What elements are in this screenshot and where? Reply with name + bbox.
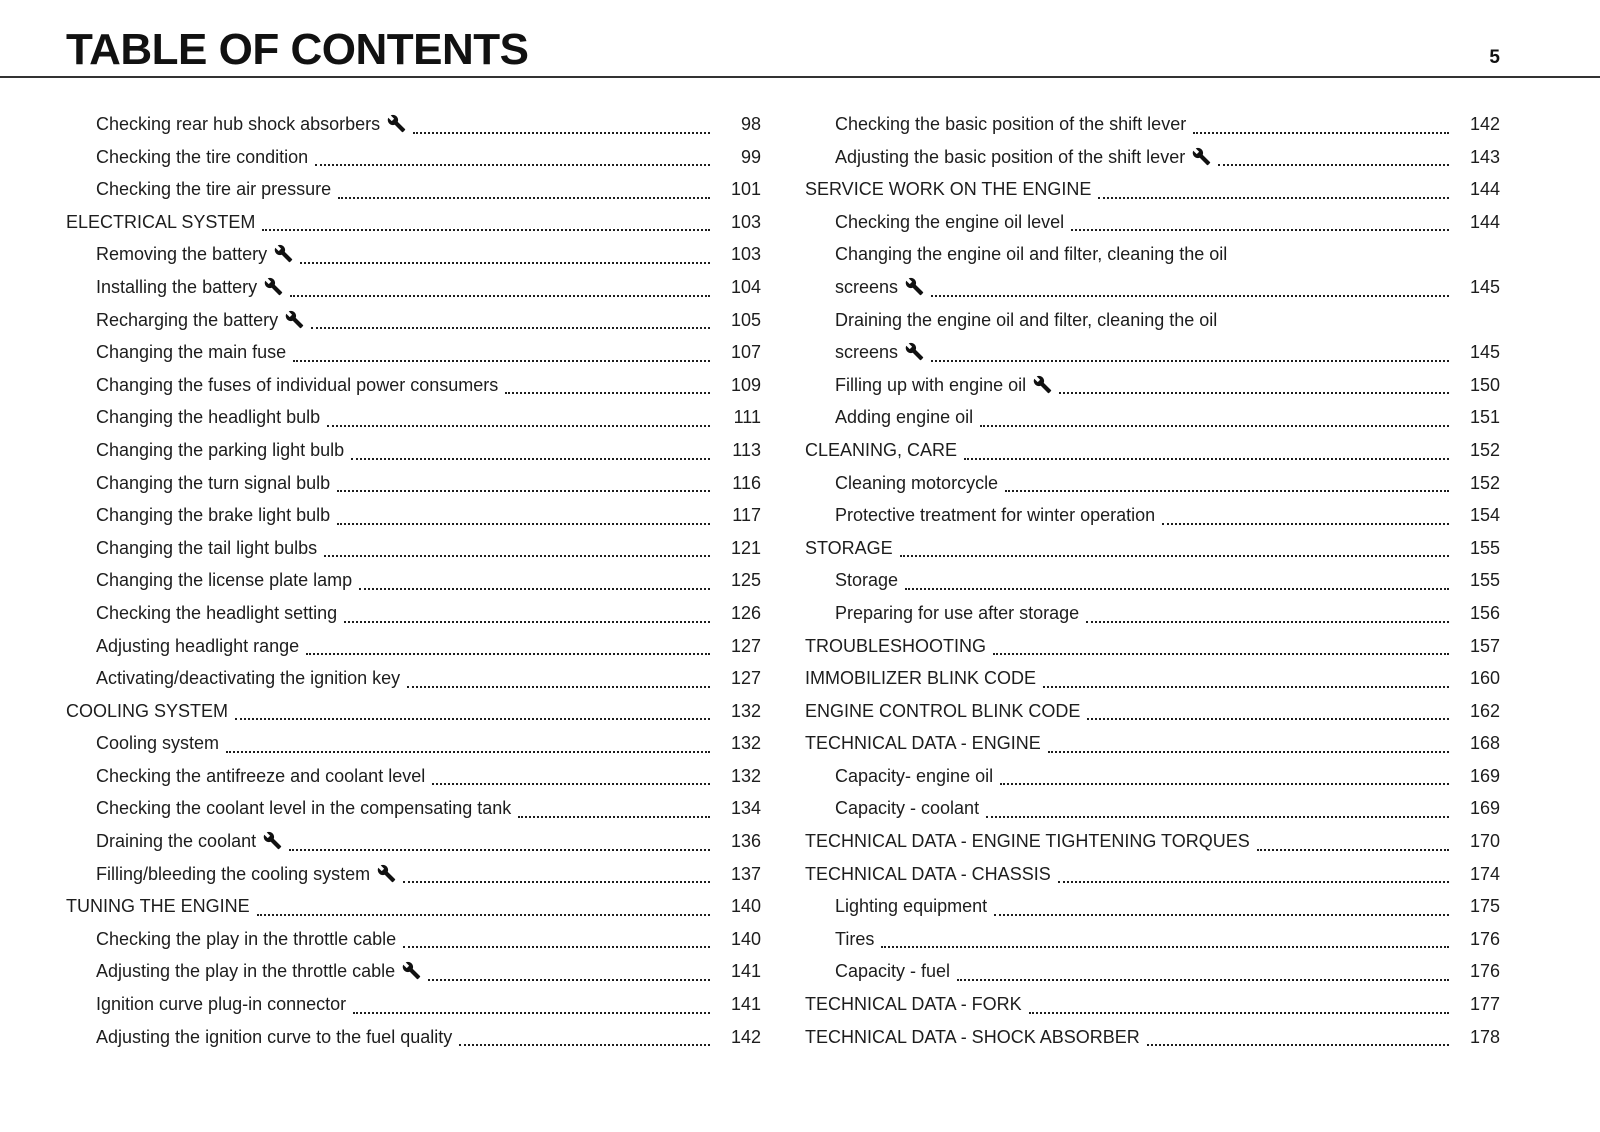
toc-entry-label: Checking the play in the throttle cable [96,928,397,949]
toc-entry-label: Cooling system [96,733,220,754]
toc-entry-page: 113 [732,439,761,460]
toc-entry-label: Changing the headlight bulb [96,407,321,428]
toc-entry-label: Ignition curve plug-in connector [96,994,347,1015]
toc-entry-label: TECHNICAL DATA - SHOCK ABSORBER [805,1026,1140,1047]
toc-section-row [66,890,761,923]
wrench-icon [285,310,304,329]
toc-entry-label: Lighting equipment [835,896,988,917]
dot-leader [432,783,710,785]
wrench-icon [377,864,396,883]
toc-entry-label: SERVICE WORK ON THE ENGINE [805,179,1092,200]
toc-entry-page: 169 [1469,765,1500,786]
toc-entry-label: Draining the coolant [96,825,282,858]
toc-entry-label: TECHNICAL DATA - CHASSIS [805,863,1051,884]
toc-entry-page: 155 [1469,537,1500,558]
page-title: TABLE OF CONTENTS [66,25,529,74]
toc-entry-page: 145 [1469,276,1500,297]
toc-entry-label: Preparing for use after storage [835,602,1080,623]
toc-entry-row [66,401,761,434]
dot-leader [1193,132,1449,134]
dot-leader [931,295,1449,297]
dot-leader [518,816,710,818]
toc-entry-row [66,173,761,206]
toc-entry-label: Checking the antifreeze and coolant level [96,765,426,786]
toc-entry-page: 107 [730,342,761,363]
dot-leader [1048,751,1449,753]
toc-entry-page: 127 [730,668,761,689]
toc-entry-label: Adjusting the basic position of the shift lever [835,141,1211,174]
toc-entry-row [66,662,761,695]
toc-entry-page: 152 [1469,472,1500,493]
toc-entry-page: 136 [730,831,761,852]
toc-entry-label: Changing the tail light bulbs [96,537,318,558]
dot-leader [413,132,710,134]
toc-entry-label: Checking the tire condition [96,146,309,167]
toc-entry-label: Changing the turn signal bulb [96,472,331,493]
toc-entry-row [66,1021,761,1054]
toc-entry-label: Checking rear hub shock absorbers [96,108,406,141]
toc-entry-row [805,369,1500,402]
toc-entry-page: 176 [1469,961,1500,982]
toc-entry-label: Changing the main fuse [96,342,287,363]
toc-entry-page: 145 [1469,342,1500,363]
toc-entry-label: Filling up with engine oil [835,369,1052,402]
toc-entry-page: 162 [1469,700,1500,721]
wrench-icon [402,961,421,980]
toc-entry-row [66,988,761,1021]
toc-entry-label: Changing the parking light bulb [96,439,345,460]
dot-leader [1098,197,1449,199]
wrench-icon [274,244,293,263]
toc-entry-page: 121 [730,537,761,558]
toc-entry-row [66,108,761,141]
dot-leader [226,751,710,753]
dot-leader [403,946,710,948]
toc-entry-row [66,564,761,597]
toc-entry-label: Storage [835,570,899,591]
toc-entry-label: Checking the coolant level in the compensating tank [96,798,512,819]
dot-leader [353,1012,710,1014]
toc-entry-page: 151 [1469,407,1500,428]
toc-columns [0,78,1600,1053]
toc-section-row [805,434,1500,467]
toc-entry-row [66,597,761,630]
toc-section-row [805,630,1500,663]
wrench-icon [1033,375,1052,394]
toc-entry-label: TROUBLESHOOTING [805,635,987,656]
toc-entry-label: Adjusting the play in the throttle cable [96,955,421,988]
dot-leader [293,360,710,362]
toc-entry-page: 156 [1469,602,1500,623]
toc-entry-row [805,792,1500,825]
dot-leader [964,458,1449,460]
toc-entry-page: 157 [1469,635,1500,656]
toc-entry-row [66,923,761,956]
toc-entry-row [66,141,761,174]
toc-entry-page: 104 [730,276,761,297]
toc-entry-page: 127 [730,635,761,656]
toc-entry-page: 178 [1469,1026,1500,1047]
dot-leader [235,718,710,720]
toc-entry-row [805,760,1500,793]
toc-entry-page: 160 [1469,668,1500,689]
toc-entry-page: 152 [1469,439,1500,460]
dot-leader [257,914,710,916]
toc-entry-label: Checking the headlight setting [96,602,338,623]
toc-entry-page: 177 [1469,994,1500,1015]
dot-leader [1257,849,1449,851]
dot-leader [986,816,1449,818]
toc-entry-row [805,499,1500,532]
toc-entry-row [805,141,1500,174]
toc-entry-label: COOLING SYSTEM [66,700,229,721]
wrench-icon [387,114,406,133]
dot-leader [1218,164,1449,166]
toc-entry-page: 140 [730,928,761,949]
toc-entry-label: Changing the brake light bulb [96,505,331,526]
wrench-icon [905,342,924,361]
toc-entry-page: 117 [732,505,761,526]
toc-entry-label: ENGINE CONTROL BLINK CODE [805,700,1081,721]
toc-section-row [66,695,761,728]
toc-entry-page: 99 [740,146,761,167]
toc-entry-label-continued: screens [835,336,924,369]
toc-entry-page: 105 [730,309,761,330]
toc-entry-page: 150 [1469,374,1500,395]
toc-entry-page: 169 [1469,798,1500,819]
dot-leader [905,588,1449,590]
toc-entry-page: 176 [1469,928,1500,949]
toc-entry-page: 154 [1469,505,1500,526]
dot-leader [1029,1012,1449,1014]
toc-entry-row [805,304,1500,369]
toc-entry-label: Changing the fuses of individual power consumers [96,374,499,395]
toc-entry-page: 132 [730,765,761,786]
toc-entry-page: 98 [740,114,761,134]
toc-section-row [805,858,1500,891]
dot-leader [980,425,1449,427]
toc-entry-page: 132 [730,733,761,754]
toc-entry-row [66,369,761,402]
toc-entry-page: 126 [730,602,761,623]
toc-entry-row [66,467,761,500]
toc-right-column [805,108,1500,1053]
toc-entry-row [66,532,761,565]
toc-entry-label: Adding engine oil [835,407,974,428]
dot-leader [931,360,1449,362]
toc-entry-page: 134 [730,798,761,819]
toc-entry-page: 175 [1469,896,1500,917]
toc-entry-page: 168 [1469,733,1500,754]
dot-leader [1005,490,1449,492]
wrench-icon [264,277,283,296]
page-number: 5 [1489,47,1500,68]
wrench-icon [263,831,282,850]
toc-entry-page: 155 [1469,570,1500,591]
toc-section-row [805,727,1500,760]
toc-entry-label: Checking the basic position of the shift lever [835,114,1187,134]
dot-leader [290,295,710,297]
toc-entry-row [66,336,761,369]
toc-entry-page: 111 [733,407,761,428]
dot-leader [900,555,1449,557]
toc-entry-page: 137 [730,863,761,884]
dot-leader [337,523,710,525]
toc-entry-row [66,434,761,467]
toc-entry-page: 142 [730,1026,761,1047]
dot-leader [1058,881,1449,883]
toc-entry-label: TECHNICAL DATA - ENGINE [805,733,1041,754]
dot-leader [324,555,710,557]
toc-entry-page: 141 [730,994,761,1015]
toc-entry-page: 132 [730,700,761,721]
wrench-icon [905,277,924,296]
toc-entry-page: 141 [730,961,761,982]
dot-leader [359,588,710,590]
toc-entry-row [66,499,761,532]
toc-section-row [805,1021,1500,1054]
toc-entry-row [66,792,761,825]
toc-entry-label: Checking the tire air pressure [96,179,332,200]
toc-entry-row [805,467,1500,500]
toc-entry-page: 143 [1469,146,1500,167]
toc-entry-row [805,890,1500,923]
dot-leader [344,621,710,623]
toc-entry-row [805,564,1500,597]
dot-leader [505,392,710,394]
toc-section-row [66,206,761,239]
dot-leader [337,490,710,492]
toc-entry-row [66,238,761,271]
toc-entry-row [805,401,1500,434]
toc-entry-label: Activating/deactivating the ignition key [96,668,401,689]
toc-section-row [805,825,1500,858]
toc-entry-page: 125 [730,570,761,591]
dot-leader [351,458,710,460]
toc-entry-page: 103 [730,244,761,265]
toc-entry-page: 116 [732,472,761,493]
dot-leader [1087,718,1449,720]
toc-entry-row [66,858,761,891]
toc-section-row [805,695,1500,728]
toc-entry-label: Changing the license plate lamp [96,570,353,591]
toc-entry-row [805,955,1500,988]
toc-entry-row [805,206,1500,239]
toc-entry-label: Adjusting headlight range [96,635,300,656]
toc-entry-label: Capacity - fuel [835,961,951,982]
toc-entry-row [805,108,1500,141]
dot-leader [1071,229,1449,231]
toc-left-column [66,108,761,1053]
toc-entry-row [66,630,761,663]
dot-leader [338,197,710,199]
toc-entry-label: Changing the engine oil and filter, cleaning the oil [835,244,1228,265]
toc-entry-label: Adjusting the ignition curve to the fuel quality [96,1026,453,1047]
toc-entry-label: Checking the engine oil level [835,211,1065,232]
dot-leader [407,686,710,688]
toc-entry-label: Tires [835,928,875,949]
toc-entry-row [66,760,761,793]
toc-entry-label: Capacity - coolant [835,798,980,819]
toc-entry-row [66,727,761,760]
toc-entry-page: 144 [1469,211,1500,232]
toc-section-row [805,988,1500,1021]
toc-entry-row [66,304,761,337]
toc-entry-page: 144 [1469,179,1500,200]
toc-entry-row [66,825,761,858]
toc-entry-row [805,238,1500,303]
dot-leader [403,881,710,883]
toc-entry-label-continued: screens [835,271,924,304]
page-header [0,0,1600,78]
toc-entry-label: TECHNICAL DATA - FORK [805,994,1022,1015]
toc-entry-label: Cleaning motorcycle [835,472,999,493]
toc-entry-row [805,923,1500,956]
toc-entry-label: Draining the engine oil and filter, cleaning the oil [835,309,1218,330]
toc-entry-label: ELECTRICAL SYSTEM [66,211,256,232]
toc-entry-page: 109 [730,374,761,395]
dot-leader [994,914,1449,916]
toc-section-row [805,532,1500,565]
toc-entry-page: 103 [730,211,761,232]
dot-leader [428,979,710,981]
dot-leader [327,425,710,427]
toc-entry-label: Capacity- engine oil [835,765,994,786]
dot-leader [306,653,710,655]
dot-leader [289,849,710,851]
toc-entry-row [66,271,761,304]
dot-leader [262,229,710,231]
dot-leader [1043,686,1449,688]
dot-leader [1059,392,1449,394]
dot-leader [993,653,1449,655]
toc-entry-page: 101 [730,179,761,200]
dot-leader [1162,523,1449,525]
toc-entry-row [66,955,761,988]
toc-entry-label: Installing the battery [96,271,283,304]
dot-leader [300,262,710,264]
toc-entry-label: STORAGE [805,537,893,558]
dot-leader [957,979,1449,981]
toc-entry-label: Recharging the battery [96,304,304,337]
toc-entry-label: TUNING THE ENGINE [66,896,250,917]
toc-entry-label: IMMOBILIZER BLINK CODE [805,668,1037,689]
dot-leader [311,327,710,329]
dot-leader [1147,1044,1449,1046]
dot-leader [1000,783,1449,785]
toc-entry-page: 142 [1469,114,1500,134]
toc-entry-label: Protective treatment for winter operation [835,505,1156,526]
toc-entry-page: 170 [1469,831,1500,852]
wrench-icon [1192,147,1211,166]
toc-entry-label: Removing the battery [96,238,293,271]
dot-leader [1086,621,1449,623]
toc-section-row [805,173,1500,206]
dot-leader [881,946,1449,948]
toc-section-row [805,662,1500,695]
toc-entry-row [805,597,1500,630]
toc-entry-label: CLEANING, CARE [805,439,958,460]
toc-entry-label: TECHNICAL DATA - ENGINE TIGHTENING TORQUES [805,831,1250,852]
toc-entry-label: Filling/bleeding the cooling system [96,858,396,891]
toc-entry-page: 174 [1469,863,1500,884]
dot-leader [315,164,710,166]
dot-leader [459,1044,710,1046]
toc-entry-page: 140 [730,896,761,917]
